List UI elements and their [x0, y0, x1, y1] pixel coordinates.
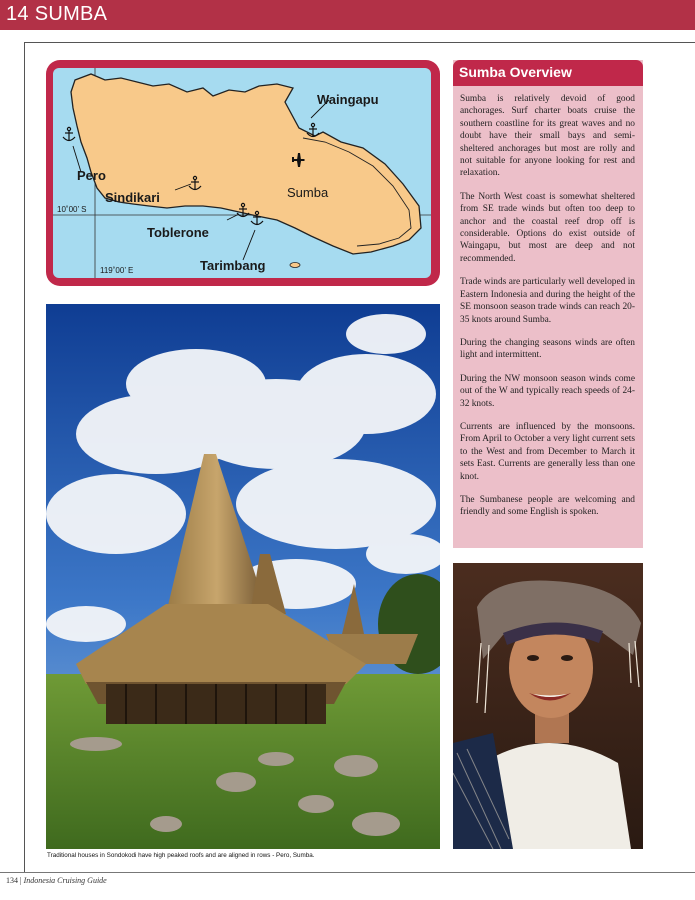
- label-sumba: Sumba: [287, 185, 329, 200]
- sumbanese-woman-photo: [453, 563, 643, 849]
- page-number: 134: [6, 876, 18, 885]
- overview-paragraph-northwest: The North West coast is somewhat sheltered from SE trade winds but often too deep to anchor and the coastal reef drop off is considerable. Options do exist outside of Waingapu, but most are deep and not recommended.: [460, 191, 635, 264]
- latitude-label: 10˚00’ S: [57, 205, 87, 214]
- overview-paragraph-anchorages: Sumba is relatively devoid of good anchorages. Surf charter boats cruise the southern coastline for its great waves and no doubt have their small bays and semi-sheltered anchorages but most are rolly and not suitable for anyone looking for rest and relaxation.: [460, 94, 635, 179]
- overview-paragraph-changing-seasons: During the changing seasons winds are often light and intermittent.: [460, 337, 635, 361]
- overview-paragraph-people: The Sumbanese people are welcoming and friendly and some English is spoken.: [460, 494, 635, 518]
- overview-title-bar: [453, 60, 643, 86]
- overview-title: Sumba Overview: [459, 64, 572, 80]
- label-waingapu: Waingapu: [317, 92, 379, 107]
- page-footer: [6, 876, 107, 885]
- houses-photo-caption: Traditional houses in Sondokodi have high peaked roofs and are aligned in rows - Pero, Sumba.: [47, 852, 315, 859]
- footer-separator: |: [20, 876, 22, 885]
- traditional-houses-photo: [46, 304, 440, 849]
- longitude-label: 119˚00’ E: [100, 266, 134, 275]
- islet-shape: [290, 263, 300, 268]
- overview-paragraph-nw-monsoon: During the NW monsoon season winds come out of the W and typically reach speeds of 24-32 knots.: [460, 373, 635, 409]
- overview-paragraph-currents: Currents are influenced by the monsoons. From April to October a very light current sets to the West and from December to March it sets East. Currents are generally less than one knot.: [460, 421, 635, 482]
- frame-rule-left: [24, 42, 25, 872]
- footer-rule: [0, 872, 695, 873]
- label-toblerone: Toblerone: [147, 225, 209, 240]
- anchor-icon-waingapu: [307, 123, 319, 137]
- frame-rule-top: [24, 42, 695, 43]
- header-bar: [0, 0, 695, 30]
- publication-title: Indonesia Cruising Guide: [23, 876, 107, 885]
- label-sindikari: Sindikari: [105, 190, 160, 205]
- chapter-title: 14 SUMBA: [6, 3, 108, 25]
- overview-body: [460, 93, 635, 530]
- anchor-icon-pero: [63, 127, 75, 141]
- overview-paragraph-trade-winds: Trade winds are particularly well developed in Eastern Indonesia and during the height of the SE monsoon season trade winds can reach 20-35 knots around Sumba.: [460, 277, 635, 325]
- sumba-map: [53, 68, 431, 278]
- label-pero: Pero: [77, 168, 106, 183]
- label-tarimbang: Tarimbang: [200, 258, 266, 273]
